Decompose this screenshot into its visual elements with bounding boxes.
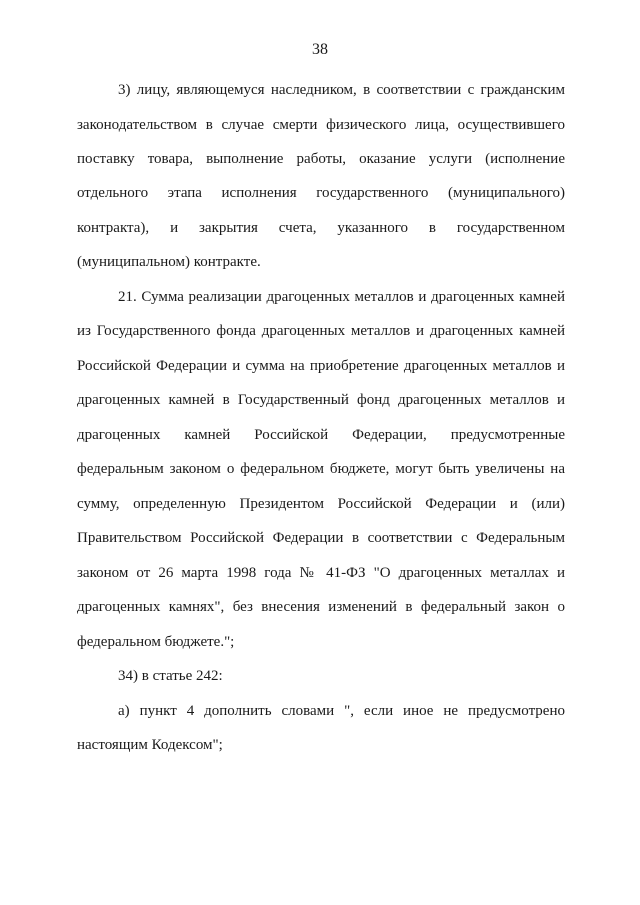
paragraph-2-line-6: федеральным законом о федеральном бюджете, могут быть увеличены на xyxy=(77,461,565,477)
paragraph-3-line-1: 34) в статье 242: xyxy=(118,668,223,684)
paragraph-4-line-2: настоящим Кодексом"; xyxy=(77,737,223,753)
paragraph-1-line-4: отдельного этапа исполнения государственного (муниципального) xyxy=(77,185,565,201)
paragraph-2-line-4: драгоценных камней в Государственный фонд драгоценных металлов и xyxy=(77,392,565,408)
paragraph-2-line-10: драгоценных камнях", без внесения изменений в федеральный закон о xyxy=(77,599,565,615)
paragraph-2-line-9: законом от 26 марта 1998 года № 41-ФЗ "О драгоценных металлах и xyxy=(77,565,565,581)
paragraph-1-line-6: (муниципальном) контракте. xyxy=(77,254,261,270)
paragraph-2-line-3: Российской Федерации и сумма на приобретение драгоценных металлов и xyxy=(77,358,565,374)
page-number: 38 xyxy=(312,41,328,58)
paragraph-1-line-1: 3) лицу, являющемуся наследником, в соответствии с гражданским xyxy=(118,82,565,98)
paragraph-2-line-8: Правительством Российской Федерации в соответствии с Федеральным xyxy=(77,530,565,546)
paragraph-2-line-2: из Государственного фонда драгоценных металлов и драгоценных камней xyxy=(77,323,565,339)
paragraph-1-line-3: поставку товара, выполнение работы, оказание услуги (исполнение xyxy=(77,151,565,167)
paragraph-2-line-11: федеральном бюджете."; xyxy=(77,634,235,650)
paragraph-1-line-2: законодательством в случае смерти физического лица, осуществившего xyxy=(77,117,565,133)
paragraph-2-line-5: драгоценных камней Российской Федерации, предусмотренные xyxy=(77,427,565,443)
paragraph-2-line-7: сумму, определенную Президентом Российской Федерации и (или) xyxy=(77,496,565,512)
paragraph-2-line-1: 21. Сумма реализации драгоценных металлов и драгоценных камней xyxy=(118,289,565,305)
paragraph-1-line-5: контракта), и закрытия счета, указанного в государственном xyxy=(77,220,565,236)
paragraph-4-line-1: а) пункт 4 дополнить словами ", если иное не предусмотрено xyxy=(118,703,565,719)
